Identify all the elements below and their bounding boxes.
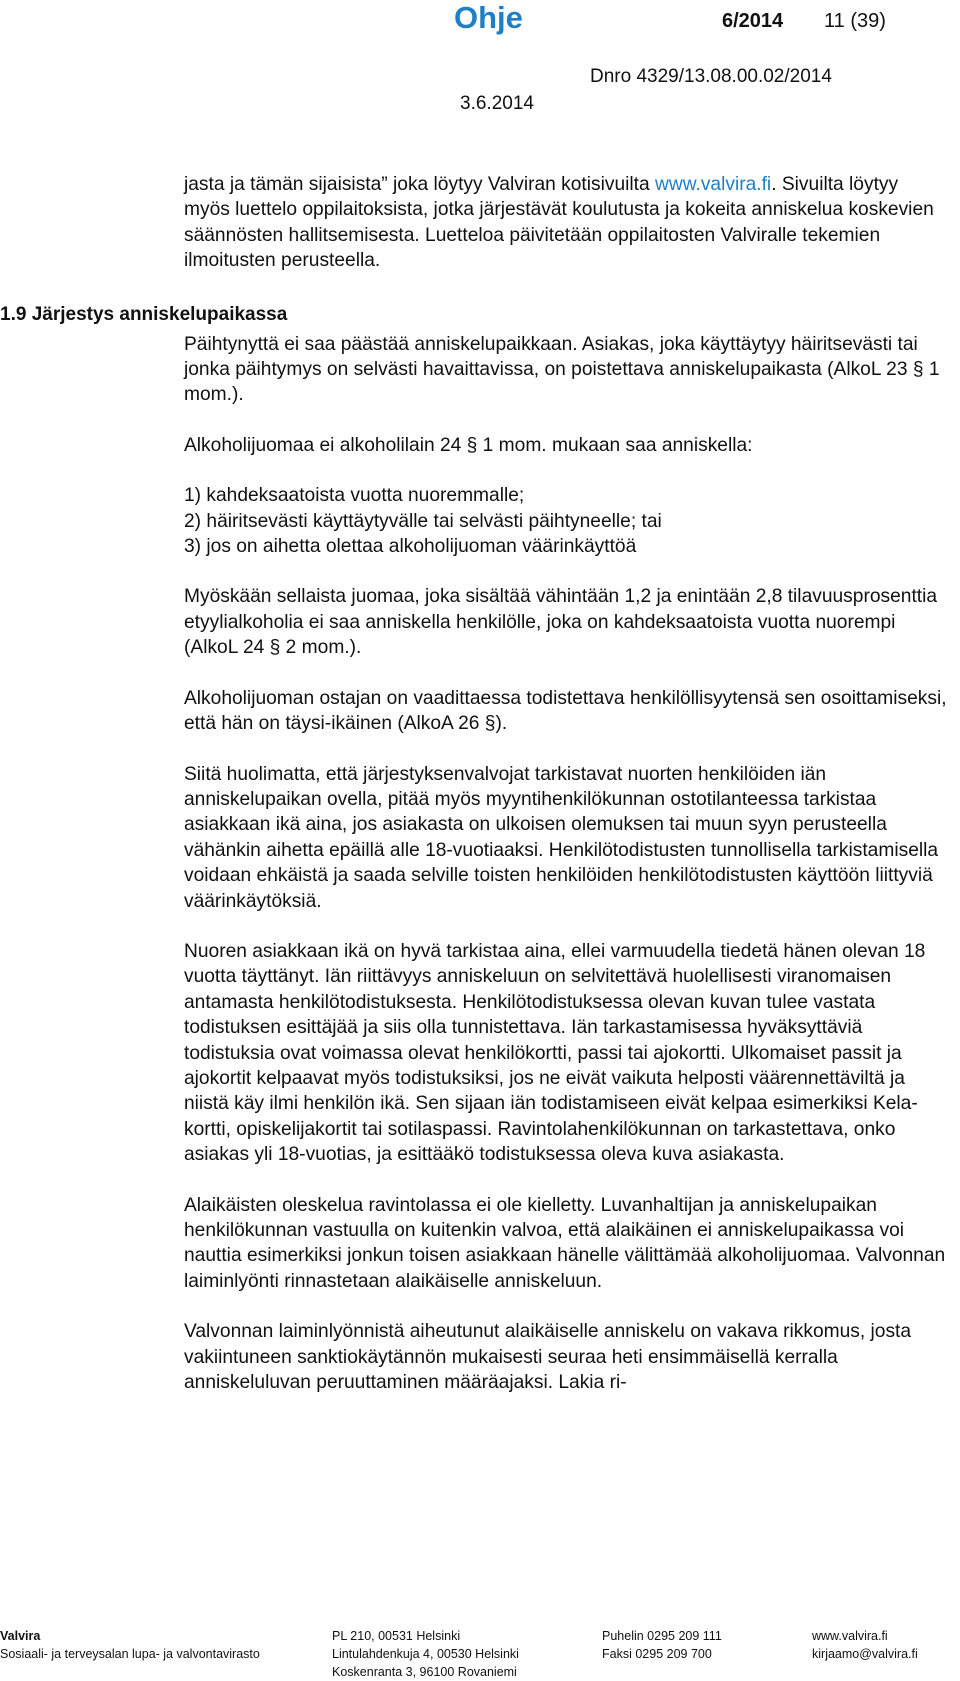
- paragraph-5: Siitä huolimatta, että järjestyksenvalvojat tarkistavat nuorten henkilöiden iän anniskelupaikan ovella, pitää myös myyntihenkilökunnan ostotilanteessa tarkistaa asiakkaan ikä aina, jos asiakasta on ulkoisen olemuksen tai muun syyn perusteella vähänkin aihetta epäillä alle 18-vuotiaaksi. Henkilötodistusten tunnollisella tarkistamisella voidaan ehkäistä ja saada selville toisten henkilöiden henkilötodistusten käyttöön liittyviä väärinkäytöksiä.: [184, 763, 939, 912]
- valvira-link[interactable]: www.valvira.fi: [654, 174, 772, 195]
- footer-email[interactable]: kirjaamo@valvira.fi: [812, 1647, 918, 1661]
- footer-address-2: Lintulahdenkuja 4, 00530 Helsinki: [332, 1647, 519, 1661]
- issue-number: 6/2014: [722, 10, 784, 32]
- footer-org-full: Sosiaali- ja terveysalan lupa- ja valvontavirasto: [0, 1647, 260, 1661]
- document-date: 3.6.2014: [460, 93, 534, 114]
- footer-address-3: Koskenranta 3, 96100 Rovaniemi: [332, 1665, 517, 1679]
- list-item: 1) kahdeksaatoista vuotta nuoremmalle;: [184, 485, 525, 507]
- footer-org: Valvira: [0, 1629, 41, 1643]
- paragraph-8: Valvonnan laiminlyönnistä aiheutunut alaikäiselle anniskelu on vakava rikkomus, josta vakiintuneen sanktiokäytännön mukaisesti seuraa heti ensimmäisellä kerralla anniskeluluvan peruuttaminen määräajaksi. Lakia ri-: [184, 1321, 912, 1394]
- paragraph-7: Alaikäisten oleskelua ravintolassa ei ole kielletty. Luvanhaltijan ja anniskelupaikan henkilökunnan vastuulla on kuitenkin valvoa, että alaikäinen ei anniskelupaikassa voi nauttia esimerkiksi jonkun toisen asiakkaan hänelle välittämää alkoholijuomaa. Valvonnan laiminlyönti rinnastetaan alaikäiselle anniskeluun.: [184, 1194, 946, 1292]
- paragraph-3: Myöskään sellaista juomaa, joka sisältää vähintään 1,2 ja enintään 2,8 tilavuusprosenttia etyylialkoholia ei saa anniskella henkilölle, joka on kahdeksaatoista vuotta nuorempi (AlkoL 24 § 2 mom.).: [184, 586, 938, 659]
- document-type: Ohje: [454, 0, 523, 35]
- paragraph-4: Alkoholijuoman ostajan on vaadittaessa todistettava henkilöllisyytensä sen osoittamiseksi, että hän on täysi-ikäinen (AlkoA 26 §).: [184, 687, 947, 735]
- conditions-list: [184, 483, 948, 559]
- intro-text-start: jasta ja tämän sijaisista” joka löytyy Valviran kotisivuilta: [184, 174, 655, 195]
- paragraph-1: Päihtynyttä ei saa päästää anniskelupaikkaan. Asiakas, joka käyttäytyy häiritsevästi tai jonka päihtymys on selvästi havaittavissa, on poistettava anniskelupaikasta (AlkoL 23 § 1 mom.).: [184, 333, 940, 406]
- list-item: 2) häiritsevästi käyttäytyvälle tai selvästi päihtyneelle; tai: [184, 510, 662, 532]
- section-heading: 1.9 Järjestys anniskelupaikassa: [0, 304, 288, 325]
- footer-address-1: PL 210, 00531 Helsinki: [332, 1629, 461, 1643]
- page-number: 11 (39): [824, 10, 886, 32]
- intro-text-end: . Sivuilta löytyy myös luettelo oppilaitoksista, jotka järjestävät koulutusta ja kokeita anniskelua koskevien säännösten hallitsemisesta. Luetteloa päivitetään oppilaitosten Valviralle tekemien ilmoitusten perusteella.: [184, 174, 934, 272]
- footer-phone: Puhelin 0295 209 111: [602, 1629, 722, 1643]
- list-item: 3) jos on aihetta olettaa alkoholijuoman väärinkäyttöä: [184, 536, 637, 558]
- footer-web[interactable]: www.valvira.fi: [812, 1629, 888, 1643]
- record-number: Dnro 4329/13.08.00.02/2014: [590, 66, 832, 87]
- body-text: [184, 172, 948, 1420]
- paragraph-2: Alkoholijuomaa ei alkoholilain 24 § 1 mom. mukaan saa anniskella:: [184, 434, 753, 456]
- intro-paragraph: [184, 172, 948, 274]
- paragraph-6: Nuoren asiakkaan ikä on hyvä tarkistaa aina, ellei varmuudella tiedetä hänen olevan 18 vuotta täyttänyt. Iän riittävyys anniskeluun on selvitettävä huolellisesti viranomaisen antamasta henkilötodistuksesta. Henkilötodistuksessa olevan kuvan tulee vastata todistuksen esittäjää ja siis olla tunnistettava. Iän tarkastamisessa hyväksyttäviä todistuksia ovat voimassa olevat henkilökortti, passi tai ajokortti. Ulkomaiset passit ja ajokortit kelpaavat myös todistuksiksi, jos ne eivät vaikuta helposti väärennettäviltä ja niistä käy ilmi henkilön ikä. Sen sijaan iän todistamiseen eivät kelpaa esimerkiksi Kela-kortti, opiskelijakortit tai sotilaspassi. Ravintolahenkilökunnan on tarkastettava, onko asiakas yli 18-vuotias, ja esittääkö todistuksessa oleva kuva asiakasta.: [184, 940, 926, 1166]
- footer-fax: Faksi 0295 209 700: [602, 1647, 712, 1661]
